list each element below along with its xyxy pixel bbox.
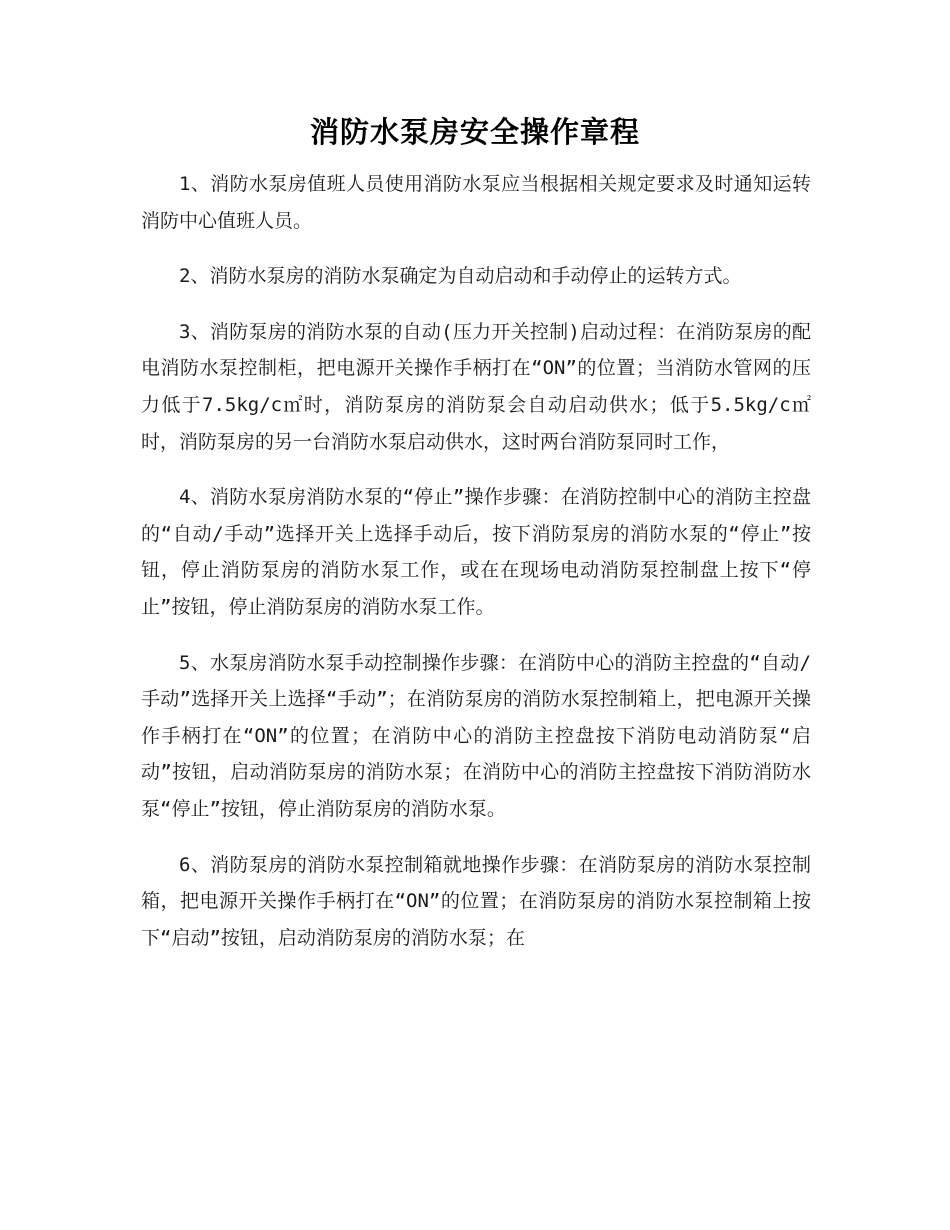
paragraph-6: 6、消防泵房的消防水泵控制箱就地操作步骤：在消防泵房的消防水泵控制箱，把电源开关操作手柄打在“ON”的位置；在消防泵房的消防水泵控制箱上按下“启动”按钮，启动消防泵房的消防水泵；在: [141, 853, 811, 949]
paragraph-5: 5、水泵房消防水泵手动控制操作步骤：在消防中心的消防主控盘的“自动/手动”选择开关上选择“手动”；在消防泵房的消防水泵控制箱上，把电源开关操作手柄打在“ON”的位置；在消防中心的消防主控盘按下消防电动消防泵“启动”按钮，启动消防泵房的消防水泵；在消防中心的消防主控盘按下消防消防水泵“停止”按钮，停止消防泵房的消防水泵。: [141, 651, 811, 820]
paragraph-2: 2、消防水泵房的消防水泵确定为自动启动和手动停止的运转方式。: [179, 265, 742, 288]
paragraph-4: 4、消防水泵房消防水泵的“停止”操作步骤：在消防控制中心的消防主控盘的“自动/手动”选择开关上选择手动后，按下消防泵房的消防水泵的“停止”按钮，停止消防泵房的消防水泵工作，或在在现场电动消防泵控制盘上按下“停止”按钮，停止消防泵房的消防水泵工作。: [141, 486, 811, 618]
document-title: 消防水泵房安全操作章程: [309, 115, 640, 149]
paragraph-1: 1、消防水泵房值班人员使用消防水泵应当根据相关规定要求及时通知运转消防中心值班人员。: [141, 173, 811, 232]
document-body: [141, 166, 811, 975]
paragraph-3: 3、消防泵房的消防水泵的自动(压力开关控制)启动过程：在消防泵房的配电消防水泵控制柜，把电源开关操作手柄打在“ON”的位置；当消防水管网的压力低于7.5kg/c㎡时，消防泵房的消防泵会自动启动供水；低于5.5kg/c㎡时，消防泵房的另一台消防水泵启动供水，这时两台消防泵同时工作，: [141, 320, 811, 453]
